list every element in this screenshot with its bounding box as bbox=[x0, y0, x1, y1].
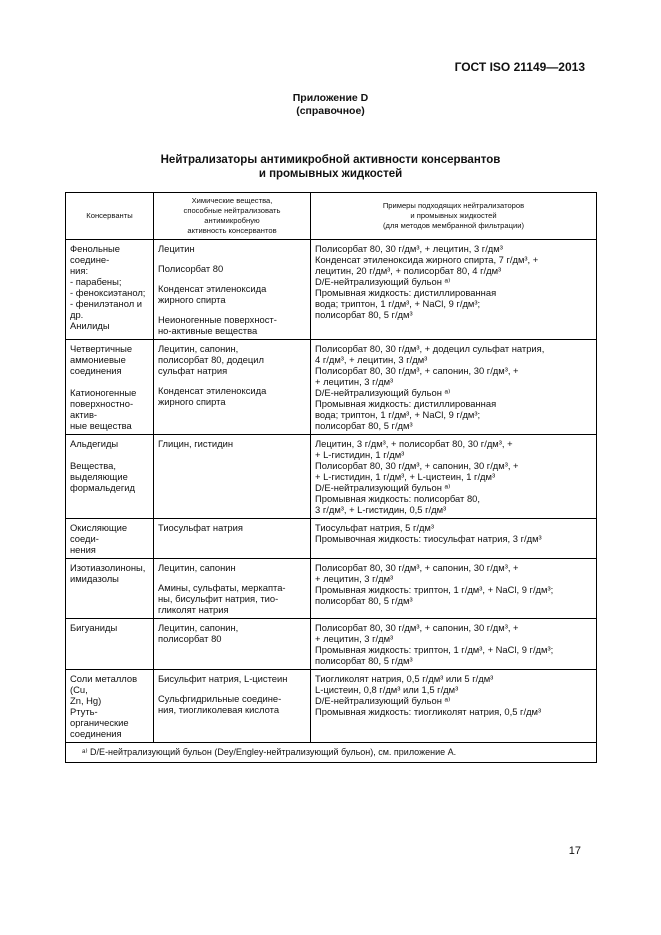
cell-line: Фенольные соедине- bbox=[70, 243, 121, 265]
substance-group bbox=[158, 438, 306, 449]
cell-line: Катионогенные bbox=[70, 387, 137, 398]
cell-line: полисорбат 80 bbox=[158, 633, 222, 644]
cell-line: Тиосульфат натрия bbox=[158, 522, 243, 533]
neutralizer-examples-cell bbox=[311, 340, 597, 435]
substance-group bbox=[158, 263, 306, 274]
page-number: 17 bbox=[568, 845, 581, 857]
neutralizer-examples-cell bbox=[311, 519, 597, 559]
chemical-substances-cell bbox=[154, 435, 311, 519]
chemical-substances-cell bbox=[154, 519, 311, 559]
cell-line: Промывная жидкость: триптон, 1 г/дм³, + NaCl, 9 г/дм³; bbox=[315, 584, 554, 595]
document-standard-number: ГОСТ ISO 21149—2013 bbox=[454, 60, 585, 74]
table-title-line: Нейтрализаторы антимикробной активности консервантов bbox=[160, 154, 501, 166]
footnote-row bbox=[66, 743, 597, 763]
chemical-substances-cell bbox=[154, 340, 311, 435]
substance-group bbox=[158, 693, 306, 715]
cell-line: Лецитин, 3 г/дм³, + полисорбат 80, 30 г/дм³, + bbox=[315, 438, 513, 449]
table-row bbox=[66, 240, 597, 340]
neutralizer-examples-cell bbox=[311, 619, 597, 670]
table-footnote: ᵃ⁾ D/E-нейтрализующий бульон (Dey/Engley-нейтрализующий бульон), см. приложение А. bbox=[66, 743, 597, 763]
table-header-row bbox=[66, 193, 597, 240]
cell-line: Анилиды bbox=[70, 320, 110, 331]
cell-line: - феноксиэтанол; bbox=[70, 287, 146, 298]
cell-line: Изотиазолиноны, bbox=[70, 562, 146, 573]
header-line: активность консервантов bbox=[187, 225, 277, 235]
cell-line: Амины, сульфаты, меркапта- bbox=[158, 582, 286, 593]
header-line: и промывных жидкостей bbox=[410, 211, 497, 221]
substance-group bbox=[158, 283, 306, 305]
cell-line: но-активные вещества bbox=[158, 325, 258, 336]
chemical-substances-cell bbox=[154, 559, 311, 619]
cell-line: ные вещества bbox=[70, 420, 132, 431]
substance-group bbox=[158, 673, 306, 684]
cell-line: жирного спирта bbox=[158, 396, 226, 407]
preservative-cell bbox=[66, 519, 154, 559]
table-row bbox=[66, 619, 597, 670]
cell-line: Конденсат этиленоксида bbox=[158, 385, 267, 396]
table-title bbox=[0, 153, 661, 181]
cell-line: Полисорбат 80, 30 г/дм³, + сапонин, 30 г/дм³, + bbox=[315, 365, 519, 376]
header-line: Примеры подходящих нейтрализаторов bbox=[382, 201, 525, 211]
substance-group bbox=[158, 314, 306, 336]
cell-line: Полисорбат 80, 30 г/дм³, + додецил сульфат натрия, bbox=[315, 343, 545, 354]
preservative-cell bbox=[66, 670, 154, 743]
cell-line: Полисорбат 80, 30 г/дм³, + сапонин, 30 г/дм³, + bbox=[315, 622, 519, 633]
cell-line: + лецитин, 3 г/дм³ bbox=[315, 376, 394, 387]
cell-line: Промывная жидкость: дистиллированная bbox=[315, 398, 497, 409]
table-row bbox=[66, 670, 597, 743]
cell-line bbox=[70, 449, 149, 460]
cell-line: Полисорбат 80, 30 г/дм³, + лецитин, 3 г/дм³ bbox=[315, 243, 503, 254]
table-title-line: и промывных жидкостей bbox=[258, 168, 403, 180]
cell-line: Тиосульфат натрия, 5 г/дм³ bbox=[315, 522, 435, 533]
cell-line: + лецитин, 3 г/дм³ bbox=[315, 633, 394, 644]
cell-line: формальдегид bbox=[70, 482, 135, 493]
header-line: Химические вещества, bbox=[191, 196, 273, 206]
cell-line: Полисорбат 80, 30 г/дм³, + сапонин, 30 г/дм³, + bbox=[315, 562, 519, 573]
column-header-neutralizers bbox=[311, 193, 597, 240]
cell-line: Полисорбат 80 bbox=[158, 263, 224, 274]
chemical-substances-cell bbox=[154, 240, 311, 340]
cell-line: + L-гистидин, 1 г/дм³ bbox=[315, 449, 405, 460]
cell-line: D/E-нейтрализующий бульон ᵃ⁾ bbox=[315, 482, 451, 493]
substance-group bbox=[158, 343, 306, 376]
cell-line: сульфат натрия bbox=[158, 365, 228, 376]
substance-group bbox=[158, 243, 306, 254]
cell-line: D/E-нейтрализующий бульон ᵃ⁾ bbox=[315, 387, 451, 398]
cell-line: Глицин, гистидин bbox=[158, 438, 234, 449]
chemical-substances-cell bbox=[154, 619, 311, 670]
cell-line: полисорбат 80, 5 г/дм³ bbox=[315, 309, 413, 320]
substance-group bbox=[158, 622, 306, 644]
cell-line: Лецитин bbox=[158, 243, 195, 254]
cell-line: Полисорбат 80, 30 г/дм³, + сапонин, 30 г/дм³, + bbox=[315, 460, 519, 471]
cell-line: Лецитин, сапонин, bbox=[158, 343, 239, 354]
cell-line: Лецитин, сапонин, bbox=[158, 622, 239, 633]
cell-line: Соли металлов (Cu, bbox=[70, 673, 138, 695]
cell-line: Вещества, bbox=[70, 460, 116, 471]
cell-line: соединения bbox=[70, 365, 122, 376]
cell-line: ния: bbox=[70, 265, 89, 276]
cell-line: соединения bbox=[70, 728, 122, 739]
preservative-cell bbox=[66, 559, 154, 619]
cell-line: полисорбат 80, 5 г/дм³ bbox=[315, 595, 413, 606]
cell-line: Сульфгидрильные соедине- bbox=[158, 693, 282, 704]
cell-line: Конденсат этиленоксида жирного спирта, 7 г/дм³, + bbox=[315, 254, 539, 265]
column-header-chemicals bbox=[154, 193, 311, 240]
cell-line: выделяющие bbox=[70, 471, 128, 482]
cell-line: полисорбат 80, 5 г/дм³ bbox=[315, 420, 413, 431]
annex-title: Приложение D bbox=[292, 92, 369, 104]
cell-line: Бисульфит натрия, L-цистеин bbox=[158, 673, 288, 684]
preservative-cell bbox=[66, 619, 154, 670]
cell-line: Промывная жидкость: дистиллированная bbox=[315, 287, 497, 298]
substance-group bbox=[158, 385, 306, 407]
cell-line: Лецитин, сапонин bbox=[158, 562, 236, 573]
cell-line: вода; триптон, 1 г/дм³, + NaCl, 9 г/дм³; bbox=[315, 298, 481, 309]
neutralizer-examples-cell bbox=[311, 559, 597, 619]
cell-line: Неионогенные поверхност- bbox=[158, 314, 277, 325]
cell-line: аммониевые bbox=[70, 354, 126, 365]
cell-line: Промывочная жидкость: тиосульфат натрия, 3 г/дм³ bbox=[315, 533, 542, 544]
preservative-cell bbox=[66, 435, 154, 519]
column-header-preservatives: Консерванты bbox=[66, 193, 154, 240]
cell-line: лецитин, 20 г/дм³, + полисорбат 80, 4 г/дм³ bbox=[315, 265, 502, 276]
cell-line: Ртуть-органические bbox=[70, 706, 129, 728]
cell-line: - парабены; bbox=[70, 276, 122, 287]
cell-line: Тиогликолят натрия, 0,5 г/дм³ или 5 г/дм³ bbox=[315, 673, 494, 684]
substance-group bbox=[158, 562, 306, 573]
chemical-substances-cell bbox=[154, 670, 311, 743]
cell-line: нения bbox=[70, 544, 96, 555]
header-line: способные нейтрализовать bbox=[183, 206, 281, 216]
cell-line: Промывная жидкость: полисорбат 80, bbox=[315, 493, 480, 504]
cell-line: Конденсат этиленоксида bbox=[158, 283, 267, 294]
cell-line: + L-гистидин, 1 г/дм³, + L-цистеин, 1 г/дм³ bbox=[315, 471, 496, 482]
table-row bbox=[66, 519, 597, 559]
substance-group bbox=[158, 582, 306, 615]
cell-line: Промывная жидкость: триптон, 1 г/дм³, + NaCl, 9 г/дм³; bbox=[315, 644, 554, 655]
cell-line: Четвертичные bbox=[70, 343, 133, 354]
cell-line: гликолят натрия bbox=[158, 604, 229, 615]
cell-line: ния, тиогликолевая кислота bbox=[158, 704, 280, 715]
cell-line: поверхностно-актив- bbox=[70, 398, 134, 420]
annex-subtitle: (справочное) bbox=[296, 105, 365, 117]
table-row bbox=[66, 559, 597, 619]
cell-line: полисорбат 80, додецил bbox=[158, 354, 264, 365]
header-line: антимикробную bbox=[204, 216, 260, 225]
cell-line: вода; триптон, 1 г/дм³, + NaCl, 9 г/дм³; bbox=[315, 409, 481, 420]
cell-line: Промывная жидкость: тиогликолят натрия, 0,5 г/дм³ bbox=[315, 706, 542, 717]
cell-line: - фенилэтанол и др. bbox=[70, 298, 143, 320]
substance-group bbox=[158, 522, 306, 533]
table-row bbox=[66, 340, 597, 435]
cell-line bbox=[70, 376, 149, 387]
neutralizer-examples-cell bbox=[311, 670, 597, 743]
cell-line: ны, бисульфит натрия, тио- bbox=[158, 593, 279, 604]
cell-line: L-цистеин, 0,8 г/дм³ или 1,5 г/дм³ bbox=[315, 684, 459, 695]
cell-line: 3 г/дм³, + L-гистидин, 0,5 г/дм³ bbox=[315, 504, 447, 515]
cell-line: Zn, Hg) bbox=[70, 695, 102, 706]
neutralizers-table bbox=[65, 192, 597, 763]
preservative-cell bbox=[66, 240, 154, 340]
cell-line: + лецитин, 3 г/дм³ bbox=[315, 573, 394, 584]
neutralizer-examples-cell bbox=[311, 435, 597, 519]
preservative-cell bbox=[66, 340, 154, 435]
cell-line: имидазолы bbox=[70, 573, 119, 584]
cell-line: D/E-нейтрализующий бульон ᵃ⁾ bbox=[315, 695, 451, 706]
header-line: (для методов мембранной фильтрации) bbox=[383, 220, 524, 230]
cell-line: 4 г/дм³, + лецитин, 3 г/дм³ bbox=[315, 354, 428, 365]
cell-line: Бигуаниды bbox=[70, 622, 118, 633]
cell-line: жирного спирта bbox=[158, 294, 226, 305]
cell-line: D/E-нейтрализующий бульон ᵃ⁾ bbox=[315, 276, 451, 287]
neutralizer-examples-cell bbox=[311, 240, 597, 340]
cell-line: Альдегиды bbox=[70, 438, 119, 449]
cell-line: полисорбат 80, 5 г/дм³ bbox=[315, 655, 413, 666]
cell-line: Окисляющие соеди- bbox=[70, 522, 128, 544]
table-row bbox=[66, 435, 597, 519]
